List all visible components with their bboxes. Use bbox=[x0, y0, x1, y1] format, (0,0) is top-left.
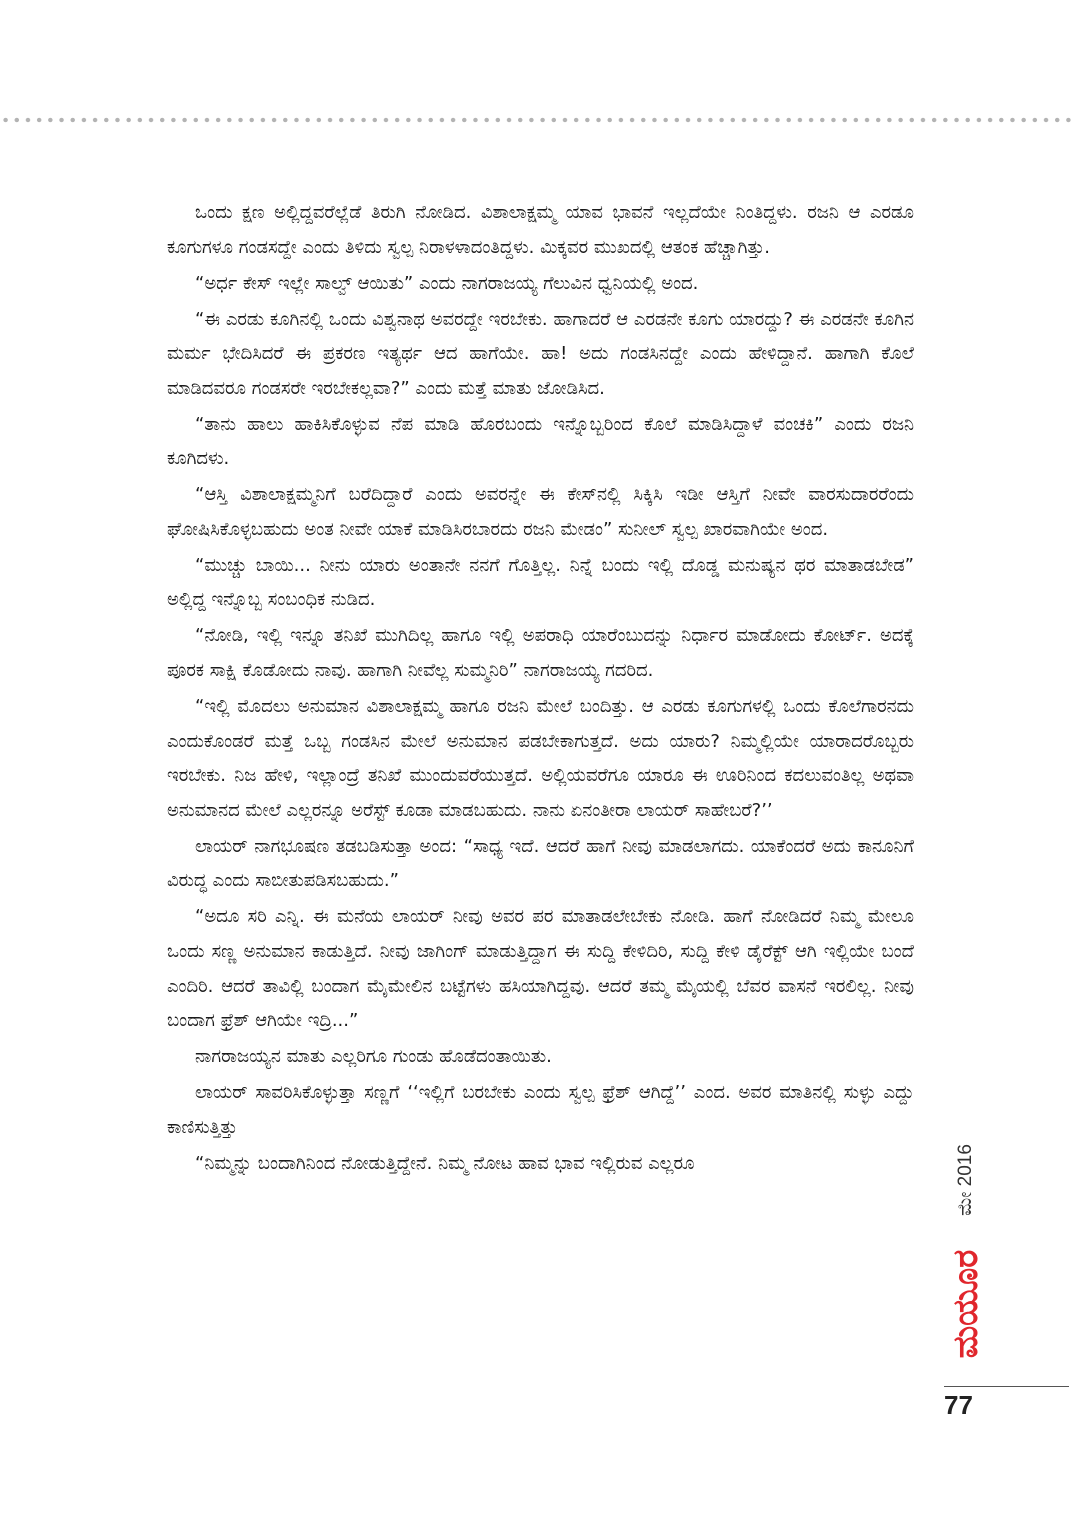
paragraph-13: “ನಿಮ್ಮನ್ನು ಬಂದಾಗಿನಿಂದ ನೋಡುತ್ತಿದ್ದೇನೆ. ನಿಮ್ಮ ನೋಟ ಹಾವ ಭಾವ ಇಲ್ಲಿರುವ ಎಲ್ಲರೂ bbox=[195, 1152, 695, 1174]
paragraph-12: ಲಾಯರ್ ಸಾವರಿಸಿಕೊಳ್ಳುತ್ತಾ ಸಣ್ಣಗೆ ‘‘ಇಲ್ಲಿಗೆ ಬರಬೇಕು ಎಂದು ಸ್ವಲ್ಪ ಫ್ರೆಶ್ ಆಗಿದ್ದೆ’’ ಎಂದ. ಅವರ ಮಾತಿನಲ್ಲಿ ಸುಳ್ಳು ಎದ್ದು ಕಾಣಿಸುತ್ತಿತ್ತು bbox=[167, 1082, 914, 1138]
issue-date-container bbox=[944, 1130, 988, 1230]
paragraph-3: “ಈ ಎರಡು ಕೂಗಿನಲ್ಲಿ ಒಂದು ವಿಶ್ವನಾಥ ಅವರದ್ದೇ ಇರಬೇಕು. ಹಾಗಾದರೆ ಆ ಎರಡನೇ ಕೂಗು ಯಾರದ್ದು? ಈ ಎರಡನೇ ಕೂಗಿನ ಮರ್ಮ ಭೇದಿಸಿದರೆ ಈ ಪ್ರಕರಣ ಇತ್ಯರ್ಥ ಆದ ಹಾಗೆಯೇ. ಹಾ! ಅದು ಗಂಡಸಿನದ್ದೇ ಎಂದು ಹೇಳಿದ್ದಾನೆ. ಹಾಗಾಗಿ ಕೊಲೆ ಮಾಡಿದವರೂ ಗಂಡಸರೇ ಇರಬೇಕಲ್ಲವಾ?” ಎಂದು ಮತ್ತೆ ಮಾತು ಜೋಡಿಸಿದ. bbox=[167, 308, 914, 399]
paragraph-2: “ಅರ್ಧ ಕೇಸ್ ಇಲ್ಲೇ ಸಾಲ್ವ್ ಆಯಿತು” ಎಂದು ನಾಗರಾಜಯ್ಯ ಗೆಲುವಿನ ಧ್ವನಿಯಲ್ಲಿ ಅಂದ. bbox=[195, 272, 699, 294]
issue-date: ಮೇ 2016 bbox=[955, 1144, 976, 1216]
paragraph-9: ಲಾಯರ್ ನಾಗಭೂಷಣ ತಡಬಡಿಸುತ್ತಾ ಅಂದ: “ಸಾಧ್ಯ ಇದೆ. ಆದರೆ ಹಾಗೆ ನೀವು ಮಾಡಲಾಗದು. ಯಾಕೆಂದರೆ ಅದು ಕಾನೂನಿಗೆ ವಿರುದ್ಧ ಎಂದು ಸಾಬೀತುಪಡಿಸಬಹುದು.” bbox=[167, 835, 914, 892]
magazine-logo: ಮಯೂರ bbox=[946, 1249, 986, 1359]
page-number: 77 bbox=[944, 1390, 973, 1420]
paragraph-5: “ಆಸ್ತಿ ವಿಶಾಲಾಕ್ಷಮ್ಮನಿಗೆ ಬರೆದಿದ್ದಾರೆ ಎಂದು ಅವರನ್ನೇ ಈ ಕೇಸ್‌ನಲ್ಲಿ ಸಿಕ್ಕಿಸಿ ಇಡೀ ಆಸ್ತಿಗೆ ನೀವೇ ವಾರಸುದಾರರೆಂದು ಘೋಷಿಸಿಕೊಳ್ಳಬಹುದು ಅಂತ ನೀವೇ ಯಾಕೆ ಮಾಡಿಸಿರಬಾರದು ರಜನಿ ಮೇಡಂ” ಸುನೀಲ್ ಸ್ವಲ್ಪ ಖಾರವಾಗಿಯೇ ಅಂದ. bbox=[167, 484, 914, 540]
magazine-logo-container bbox=[944, 1240, 988, 1368]
paragraph-10: “ಅದೂ ಸರಿ ಎನ್ನಿ. ಈ ಮನೆಯ ಲಾಯರ್ ನೀವು ಅವರ ಪರ ಮಾತಾಡಲೇಬೇಕು ನೋಡಿ. ಹಾಗೆ ನೋಡಿದರೆ ನಿಮ್ಮ ಮೇಲೂ ಒಂದು ಸಣ್ಣ ಅನುಮಾನ ಕಾಡುತ್ತಿದೆ. ನೀವು ಜಾಗಿಂಗ್ ಮಾಡುತ್ತಿದ್ದಾಗ ಈ ಸುದ್ದಿ ಕೇಳಿದಿರಿ, ಸುದ್ದಿ ಕೇಳಿ ಡೈರೆಕ್ಟ್ ಆಗಿ ಇಲ್ಲಿಯೇ ಬಂದೆ ಎಂದಿರಿ. ಆದರೆ ತಾವಿಲ್ಲಿ ಬಂದಾಗ ಮೈಮೇಲಿನ ಬಟ್ಟೆಗಳು ಹಸಿಯಾಗಿದ್ದವು. ಆದರೆ ತಮ್ಮ ಮೈಯಲ್ಲಿ ಬೆವರ ವಾಸನೆ ಇರಲಿಲ್ಲ. ನೀವು ಬಂದಾಗ ಫ್ರೆಶ್ ಆಗಿಯೇ ಇದ್ರಿ...” bbox=[167, 906, 914, 1032]
paragraph-8: “ಇಲ್ಲಿ ಮೊದಲು ಅನುಮಾನ ವಿಶಾಲಾಕ್ಷಮ್ಮ ಹಾಗೂ ರಜನಿ ಮೇಲೆ ಬಂದಿತ್ತು. ಆ ಎರಡು ಕೂಗುಗಳಲ್ಲಿ ಒಂದು ಕೊಲೆಗಾರನದು ಎಂದುಕೊಂಡರೆ ಮತ್ತೆ ಒಬ್ಬ ಗಂಡಸಿನ ಮೇಲೆ ಅನುಮಾನ ಪಡಬೇಕಾಗುತ್ತದೆ. ಅದು ಯಾರು? ನಿಮ್ಮಲ್ಲಿಯೇ ಯಾರಾದರೊಬ್ಬರು ಇರಬೇಕು. ನಿಜ ಹೇಳಿ, ಇಲ್ಲಾಂದ್ರೆ ತನಿಖೆ ಮುಂದುವರೆಯುತ್ತದೆ. ಅಲ್ಲಿಯವರೆಗೂ ಯಾರೂ ಈ ಊರಿನಿಂದ ಕದಲುವಂತಿಲ್ಲ ಅಥವಾ ಅನುಮಾನದ ಮೇಲೆ ಎಲ್ಲರನ್ನೂ ಅರೆಸ್ಟ್ ಕೂಡಾ ಮಾಡಬಹುದು. ನಾನು ಏನಂತೀರಾ ಲಾಯರ್ ಸಾಹೇಬರೆ?’’ bbox=[167, 696, 914, 821]
paragraph-4: “ತಾನು ಹಾಲು ಹಾಕಿಸಿಕೊಳ್ಳುವ ನೆಪ ಮಾಡಿ ಹೊರಬಂದು ಇನ್ನೊಬ್ಬರಿಂದ ಕೊಲೆ ಮಾಡಿಸಿದ್ದಾಳೆ ವಂಚಕಿ” ಎಂದು ರಜನಿ ಕೂಗಿದಳು. bbox=[167, 413, 914, 470]
paragraph-1: ಒಂದು ಕ್ಷಣ ಅಲ್ಲಿದ್ದವರೆಲ್ಲೆಡೆ ತಿರುಗಿ ನೋಡಿದ. ವಿಶಾಲಾಕ್ಷಮ್ಮ ಯಾವ ಭಾವನೆ ಇಲ್ಲದೆಯೇ ನಿಂತಿದ್ದಳು. ರಜನಿ ಆ ಎರಡೂ ಕೂಗುಗಳೂ ಗಂಡಸದ್ದೇ ಎಂದು ತಿಳಿದು ಸ್ವಲ್ಪ ನಿರಾಳಳಾದಂತಿದ್ದಳು. ಮಿಕ್ಕವರ ಮುಖದಲ್ಲಿ ಆತಂಕ ಹೆಚ್ಚಾಗಿತ್ತು. bbox=[167, 202, 914, 258]
footer-rule bbox=[944, 1386, 1069, 1387]
dotted-separator bbox=[0, 116, 1072, 124]
article-body bbox=[167, 196, 914, 1183]
paragraph-7: “ನೋಡಿ, ಇಲ್ಲಿ ಇನ್ನೂ ತನಿಖೆ ಮುಗಿದಿಲ್ಲ ಹಾಗೂ ಇಲ್ಲಿ ಅಪರಾಧಿ ಯಾರೆಂಬುದನ್ನು ನಿರ್ಧಾರ ಮಾಡೋದು ಕೋರ್ಟ್. ಅದಕ್ಕೆ ಪೂರಕ ಸಾಕ್ಷಿ ಕೊಡೋದು ನಾವು. ಹಾಗಾಗಿ ನೀವೆಲ್ಲ ಸುಮ್ಮನಿರಿ” ನಾಗರಾಜಯ್ಯ ಗದರಿದ. bbox=[167, 625, 914, 682]
paragraph-6: “ಮುಚ್ಚು ಬಾಯಿ... ನೀನು ಯಾರು ಅಂತಾನೇ ನನಗೆ ಗೊತ್ತಿಲ್ಲ. ನಿನ್ನೆ ಬಂದು ಇಲ್ಲಿ ದೊಡ್ಡ ಮನುಷ್ಯನ ಥರ ಮಾತಾಡಬೇಡ” ಅಲ್ಲಿದ್ದ ಇನ್ನೊಬ್ಬ ಸಂಬಂಧಿಕ ನುಡಿದ. bbox=[167, 554, 914, 611]
paragraph-11: ನಾಗರಾಜಯ್ಯನ ಮಾತು ಎಲ್ಲರಿಗೂ ಗುಂಡು ಹೊಡೆದಂತಾಯಿತು. bbox=[195, 1046, 552, 1068]
